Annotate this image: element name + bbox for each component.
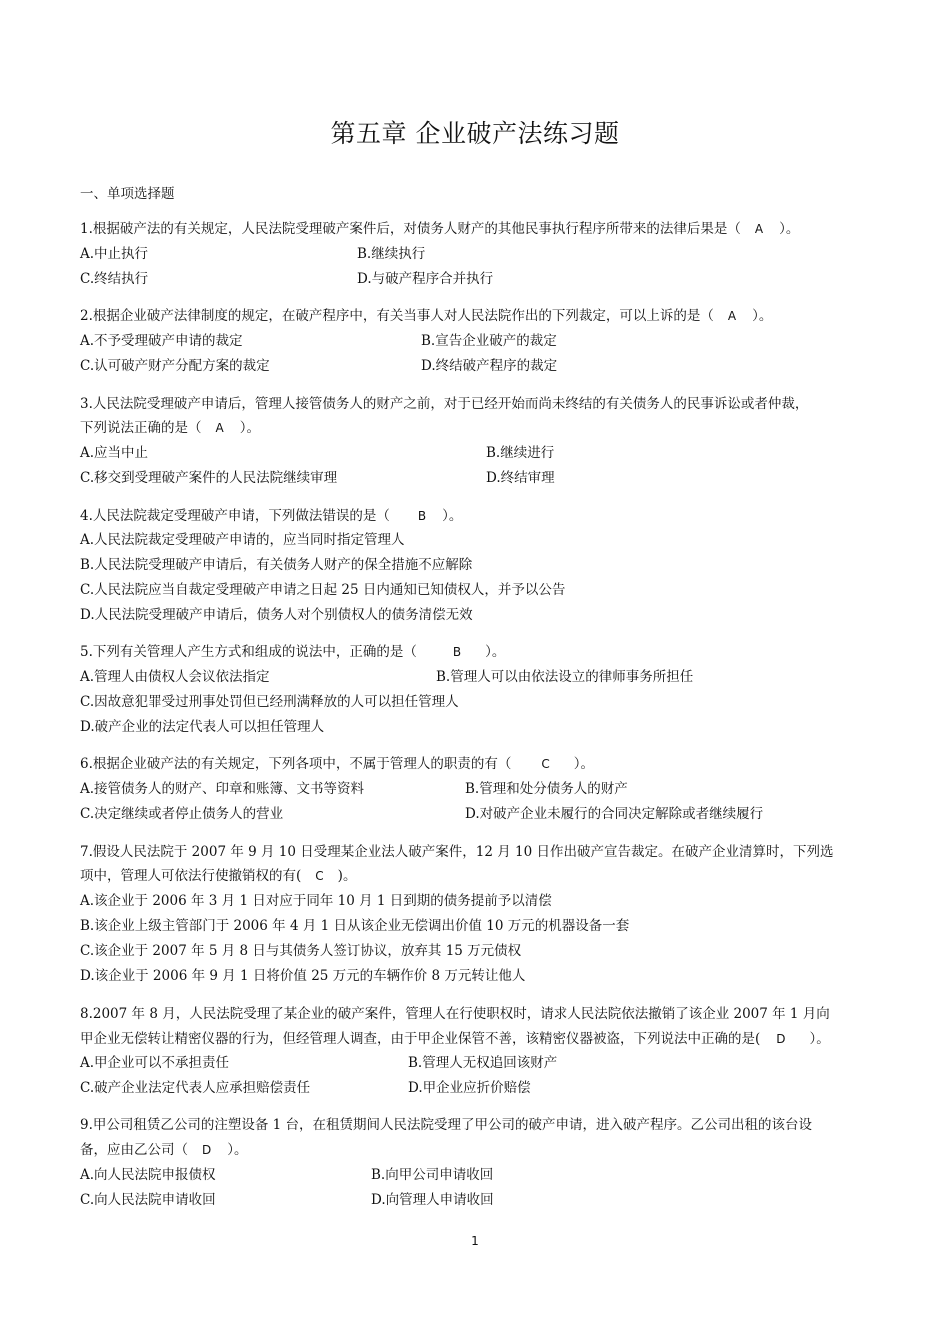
question-7-stem-line-1: 7.假设人民法院于 2007 年 9 月 10 日受理某企业法人破产案件，12 月 10 日作出破产宣告裁定。在破产企业清算时，下列选 <box>80 844 834 860</box>
question-7-stem-line-2: 项中，管理人可依法行使撤销权的有( C )。 <box>80 868 357 884</box>
question-9-option-b: B.向甲公司申请收回 <box>371 1167 494 1183</box>
question-4-answer: B <box>417 509 427 523</box>
question-5-option-d: D.破产企业的法定代表人可以担任管理人 <box>80 719 325 735</box>
question-7-option-c: C.该企业于 2007 年 5 月 8 日与其债务人签订协议，放弃其 15 万元债权 <box>80 943 522 959</box>
question-7-answer: C <box>315 869 324 883</box>
question-2-option-d: D.终结破产程序的裁定 <box>421 358 558 374</box>
question-6-option-a: A.接管债务人的财产、印章和账簿、文书等资料 <box>80 781 365 797</box>
question-3-stem-line-2: 下列说法正确的是（ A ）。 <box>80 420 260 436</box>
question-3-answer: A <box>215 421 224 435</box>
section-heading: 一、单项选择题 <box>80 186 175 202</box>
question-5-stem: 5.下列有关管理人产生方式和组成的说法中，正确的是（ B ）。 <box>80 644 506 660</box>
question-8-stem-line-2: 甲企业无偿转让精密仪器的行为，但经管理人调查，由于甲企业保管不善，该精密仪器被盗，下列说法中正确的是( D ）。 <box>80 1031 830 1047</box>
page-title: 第五章 企业破产法练习题 <box>330 119 620 148</box>
question-4-option-a: A.人民法院裁定受理破产申请的，应当同时指定管理人 <box>80 532 405 548</box>
question-9-option-a: A.向人民法院申报债权 <box>80 1167 216 1183</box>
question-1-option-c: C.终结执行 <box>80 271 149 287</box>
question-1-option-b: B.继续执行 <box>357 246 426 262</box>
question-4-stem: 4.人民法院裁定受理破产申请，下列做法错误的是（ B ）。 <box>80 508 463 524</box>
question-5-option-b: B.管理人可以由依法设立的律师事务所担任 <box>436 669 694 685</box>
question-9-option-c: C.向人民法院申请收回 <box>80 1192 216 1208</box>
question-1-option-a: A.中止执行 <box>80 246 149 262</box>
question-2-answer: A <box>727 309 737 323</box>
question-9-answer: D <box>202 1143 212 1157</box>
question-5-option-c: C.因故意犯罪受过刑事处罚但已经刑满释放的人可以担任管理人 <box>80 694 459 710</box>
question-8-stem-line-1: 8.2007 年 8 月，人民法院受理了某企业的破产案件，管理人在行使职权时，请求人民法院依法撤销了该企业 2007 年 1 月向 <box>80 1006 830 1022</box>
question-8-option-c: C.破产企业法定代表人应承担赔偿责任 <box>80 1080 311 1096</box>
question-3-option-d: D.终结审理 <box>486 470 555 486</box>
question-5-answer: B <box>452 645 462 659</box>
question-1-option-d: D.与破产程序合并执行 <box>357 271 494 287</box>
question-8-option-b: B.管理人无权追回该财产 <box>408 1055 558 1071</box>
question-8-option-a: A.甲企业可以不承担责任 <box>80 1055 230 1071</box>
page-number: 1 <box>471 1234 479 1248</box>
question-7-option-b: B.该企业上级主管部门于 2006 年 4 月 1 日从该企业无偿调出价值 10 万元的机器设备一套 <box>80 918 630 934</box>
question-7-option-a: A.该企业于 2006 年 3 月 1 日对应于同年 10 月 1 日到期的债务提前予以清偿 <box>80 893 552 909</box>
question-6-option-c: C.决定继续或者停止债务人的营业 <box>80 806 284 822</box>
question-6-answer: C <box>541 757 550 771</box>
question-2-stem: 2.根据企业破产法律制度的规定，在破产程序中，有关当事人对人民法院作出的下列裁定，可以上诉的是（ A ）。 <box>80 308 773 324</box>
question-7-option-d: D.该企业于 2006 年 9 月 1 日将价值 25 万元的车辆作价 8 万元转让他人 <box>80 968 526 984</box>
question-2-option-a: A.不予受理破产申请的裁定 <box>80 333 243 349</box>
question-3-option-c: C.移交到受理破产案件的人民法院继续审理 <box>80 470 338 486</box>
question-2-option-c: C.认可破产财产分配方案的裁定 <box>80 358 270 374</box>
question-4-option-c: C.人民法院应当自裁定受理破产申请之日起 25 日内通知已知债权人，并予以公告 <box>80 582 566 598</box>
question-9-option-d: D.向管理人申请收回 <box>371 1192 494 1208</box>
question-5-option-a: A.管理人由债权人会议依法指定 <box>80 669 270 685</box>
question-3-option-b: B.继续进行 <box>486 445 555 461</box>
question-6-stem: 6.根据企业破产法的有关规定，下列各项中，不属于管理人的职责的有（ C ）。 <box>80 756 595 772</box>
question-8-option-d: D.甲企业应折价赔偿 <box>408 1080 531 1096</box>
question-6-option-d: D.对破产企业未履行的合同决定解除或者继续履行 <box>465 806 764 822</box>
question-4-option-d: D.人民法院受理破产申请后，债务人对个别债权人的债务清偿无效 <box>80 607 473 623</box>
question-4-option-b: B.人民法院受理破产申请后，有关债务人财产的保全措施不应解除 <box>80 557 473 573</box>
question-2-option-b: B.宣告企业破产的裁定 <box>421 333 557 349</box>
question-6-option-b: B.管理和处分债务人的财产 <box>465 781 628 797</box>
question-3-stem-line-1: 3.人民法院受理破产申请后，管理人接管债务人的财产之前，对于已经开始而尚未终结的有关债务人的民事诉讼或者仲裁， <box>80 396 809 412</box>
question-3-option-a: A.应当中止 <box>80 445 149 461</box>
question-9-stem-line-1: 9.甲公司租赁乙公司的注塑设备 1 台，在租赁期间人民法院受理了甲公司的破产申请，进入破产程序。乙公司出租的该台设 <box>80 1117 813 1133</box>
question-8-answer: D <box>776 1032 786 1046</box>
question-1-stem: 1.根据破产法的有关规定，人民法院受理破产案件后，对债务人财产的其他民事执行程序所带来的法律后果是（ A ）。 <box>80 221 800 237</box>
question-9-stem-line-2: 备，应由乙公司（ D ）。 <box>80 1142 248 1158</box>
question-1-answer: A <box>754 222 764 236</box>
